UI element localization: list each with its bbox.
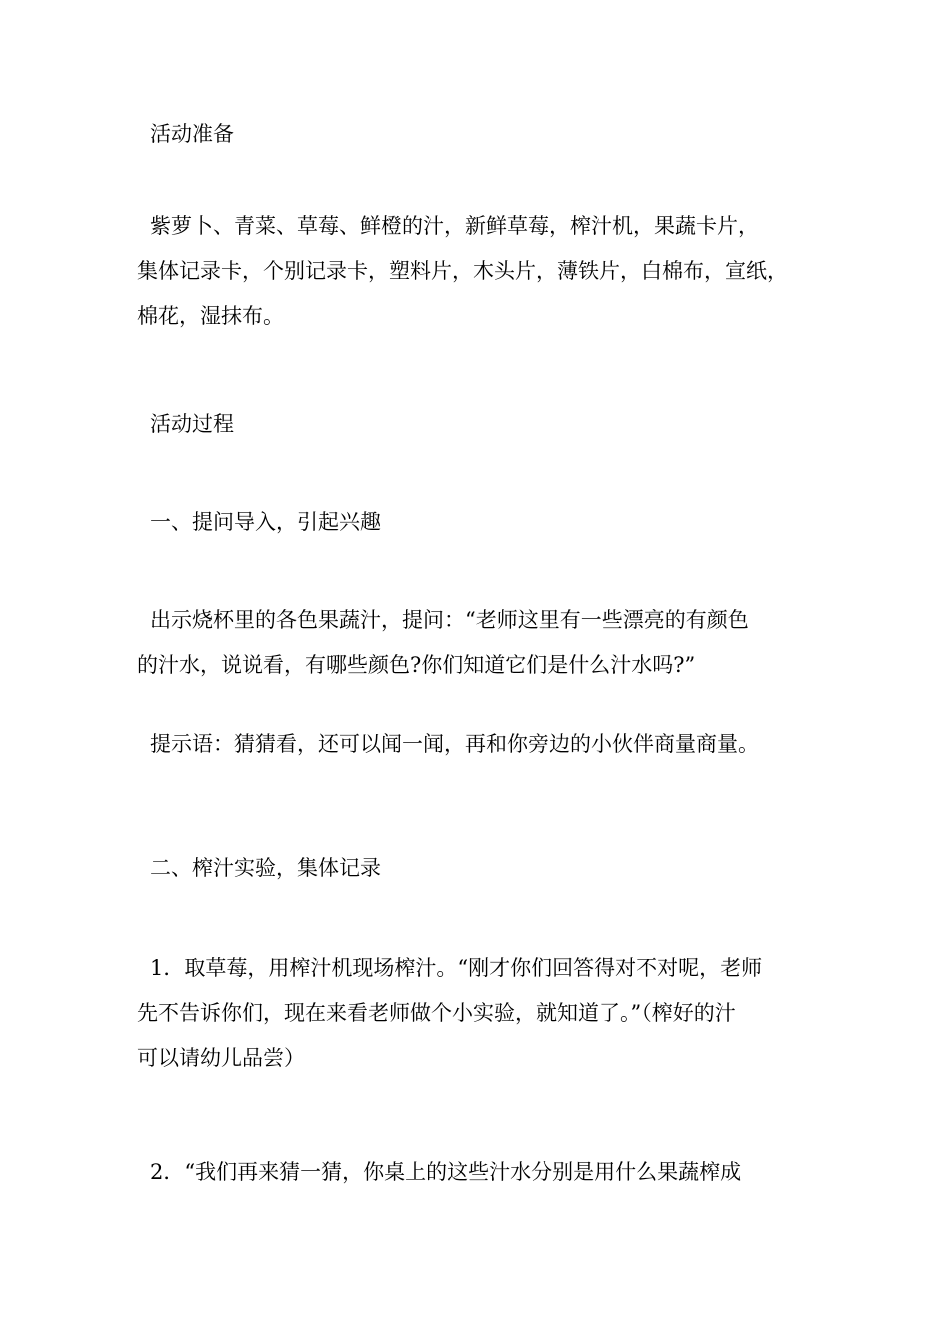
paragraph-line: 集体记录卡，个别记录卡，塑料片，木头片，薄铁片，白棉布，宣纸， [137, 259, 788, 283]
step-2-paragraph [137, 1150, 837, 1195]
hint-text: 提示语：猜猜看，还可以闻一闻，再和你旁边的小伙伴商量商量。 [150, 732, 759, 756]
paragraph-line: 的汁水，说说看，有哪些颜色?你们知道它们是什么汁水吗?” [137, 653, 696, 677]
paragraph-line: 紫萝卜、青菜、草莓、鲜橙的汁，新鲜草莓，榨汁机，果蔬卡片， [150, 214, 759, 238]
section-1-paragraph [137, 598, 837, 688]
section-title-text: 二、榨汁实验，集体记录 [150, 856, 381, 880]
step-1-paragraph [137, 946, 837, 1081]
section-1-hint [137, 722, 837, 767]
paragraph-line: 出示烧杯里的各色果蔬汁，提问：“老师这里有一些漂亮的有颜色 [150, 608, 749, 632]
heading-text: 活动准备 [150, 122, 234, 146]
paragraph-line: 2．“我们再来猜一猜，你桌上的这些汁水分别是用什么果蔬榨成 [150, 1160, 742, 1184]
heading-text: 活动过程 [150, 412, 234, 436]
heading-activity-preparation [137, 112, 837, 157]
preparation-materials-paragraph [137, 204, 837, 339]
section-1-title [137, 500, 837, 545]
paragraph-line: 先不告诉你们，现在来看老师做个小实验，就知道了。”（榨好的汁 [137, 1001, 736, 1025]
paragraph-line: 可以请幼儿品尝） [137, 1046, 305, 1070]
paragraph-line: 1．取草莓，用榨汁机现场榨汁。“刚才你们回答得对不对呢，老师 [150, 956, 763, 980]
section-2-title [137, 846, 837, 891]
section-title-text: 一、提问导入，引起兴趣 [150, 510, 381, 534]
paragraph-line: 棉花，湿抹布。 [137, 304, 284, 328]
heading-activity-process [137, 402, 837, 447]
